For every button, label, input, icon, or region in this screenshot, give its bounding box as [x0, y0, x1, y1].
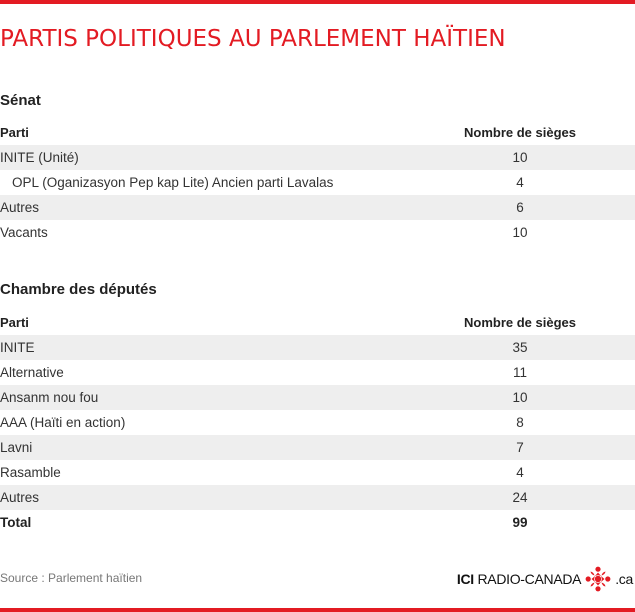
party-name: Vacants: [0, 225, 48, 240]
senate-table-header: [0, 120, 635, 145]
total-label: Total: [0, 515, 32, 530]
table-row: [0, 410, 635, 435]
table-row: [0, 385, 635, 410]
top-accent-bar: [0, 0, 635, 4]
seat-count: 11: [512, 365, 527, 380]
table-row: [0, 145, 635, 170]
party-name: INITE: [0, 340, 35, 355]
table-row: [0, 170, 635, 195]
senate-table: [0, 120, 635, 245]
party-name: AAA (Haïti en action): [0, 415, 126, 430]
chamber-heading: Chambre des députés: [0, 281, 157, 298]
logo-domain-text: .ca: [615, 571, 633, 587]
table-row: [0, 335, 635, 360]
radio-canada-logo: [457, 566, 633, 592]
table-row: [0, 195, 635, 220]
logo-name-text: RADIO-CANADA: [477, 571, 582, 587]
party-name: Alternative: [0, 365, 64, 380]
seat-count: 35: [512, 340, 528, 355]
senate-seats-column-header: Nombre de sièges: [464, 125, 576, 140]
seat-count: 10: [512, 150, 528, 165]
seat-count: 6: [516, 200, 524, 215]
radio-canada-gem-icon: [585, 566, 611, 592]
party-name: OPL (Oganizasyon Pep kap Lite) Ancien parti Lavalas: [12, 175, 334, 190]
chamber-table: [0, 310, 635, 535]
seat-count: 7: [516, 440, 524, 455]
table-row: [0, 460, 635, 485]
seat-count: 24: [512, 490, 528, 505]
total-row: [0, 510, 635, 535]
party-name: Ansanm nou fou: [0, 390, 99, 405]
logo-ici-text: ICI: [456, 571, 474, 587]
table-row: [0, 485, 635, 510]
page-title: PARTIS POLITIQUES AU PARLEMENT HAÏTIEN: [0, 26, 506, 52]
senate-party-column-header: Parti: [0, 125, 29, 140]
seat-count: 10: [512, 225, 528, 240]
seat-count: 4: [516, 175, 524, 190]
source-note: Source : Parlement haïtien: [0, 571, 143, 585]
chamber-seats-column-header: Nombre de sièges: [464, 315, 576, 330]
party-name: Rasamble: [0, 465, 61, 480]
party-name: Autres: [0, 200, 40, 215]
seat-count: 10: [512, 390, 528, 405]
table-row: [0, 360, 635, 385]
chamber-party-column-header: Parti: [0, 315, 29, 330]
party-name: Lavni: [0, 440, 33, 455]
logo-wordmark: [457, 571, 581, 587]
senate-heading: Sénat: [0, 92, 41, 109]
chamber-table-header: [0, 310, 635, 335]
table-row: [0, 220, 635, 245]
table-row: [0, 435, 635, 460]
seat-count: 4: [516, 465, 524, 480]
party-name: Autres: [0, 490, 40, 505]
seat-count: 8: [516, 415, 524, 430]
total-seat-count: 99: [512, 515, 528, 530]
party-name: INITE (Unité): [0, 150, 79, 165]
bottom-accent-bar: [0, 608, 635, 612]
